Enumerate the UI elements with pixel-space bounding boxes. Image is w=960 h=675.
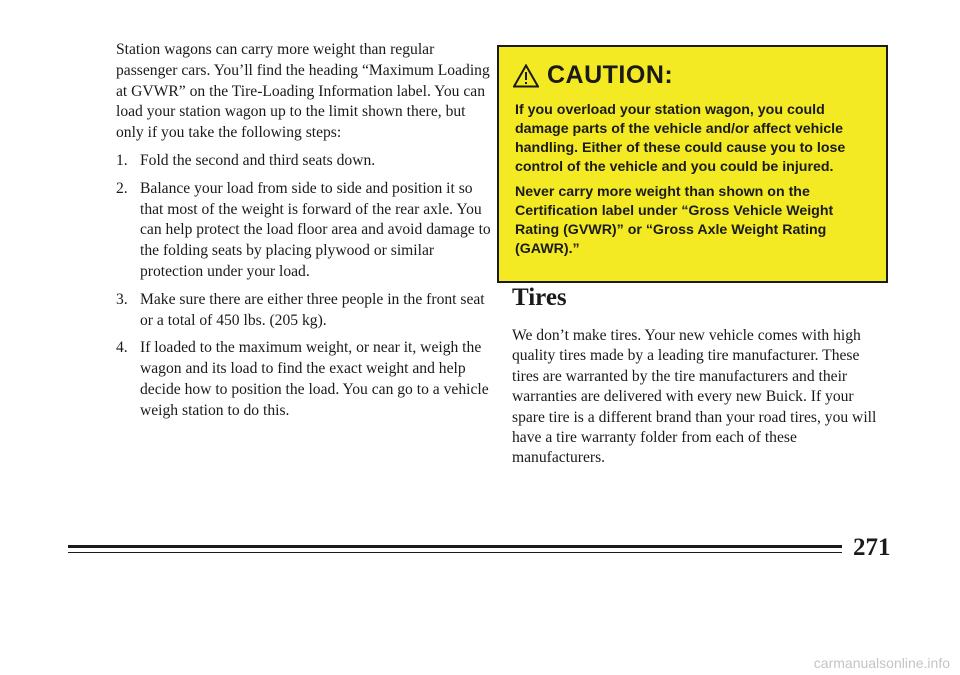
step-number: 4. [116, 339, 128, 357]
page-number: 271 [853, 534, 891, 561]
steps-list [116, 151, 492, 422]
step-text: Balance your load from side to side and position it so that most of the weight is forward of the rear axle. You can help protect the load floor area and avoid damage to the folding seats by placing plywood or similar protection under your load. [140, 179, 491, 280]
tires-heading: Tires [512, 284, 567, 311]
step-number: 3. [116, 290, 128, 308]
step-text: If loaded to the maximum weight, or near it, weigh the wagon and its load to find the exact weight and help decide how to position the load. You can go to a vehicle weigh station to do this. [140, 339, 489, 419]
watermark: carmanualsonline.info [813, 655, 950, 671]
caution-text [515, 101, 880, 265]
footer-rule [68, 545, 842, 548]
step-text: Make sure there are either three people in the front seat or a total of 450 lbs. (205 kg). [140, 290, 485, 329]
list-item [116, 338, 492, 421]
caution-heading [513, 61, 673, 90]
warning-triangle-icon [513, 64, 539, 88]
left-column [116, 40, 492, 429]
tires-paragraph: We don’t make tires. Your new vehicle comes with high quality tires made by a leading tire manufacturer. These tires are warranted by the tire manufacturers and their warranties are delivered with every new Buick. If your spare tire is a different brand than your road tires, you will have a tire warranty folder from each of these manufacturers. [512, 327, 877, 467]
caution-paragraph: Never carry more weight than shown on the Certification label under “Gross Vehicle Weight Rating (GVWR)” or “Gross Axle Weight Rating (GAWR).” [515, 184, 834, 257]
step-text: Fold the second and third seats down. [140, 151, 376, 169]
step-number: 2. [116, 179, 128, 197]
list-item [116, 290, 492, 332]
caution-box [497, 45, 888, 283]
intro-paragraph: Station wagons can carry more weight than regular passenger cars. You’ll find the heading “Maximum Loading at GVWR” on the Tire-Loading Information label. You can load your station wagon up to the limit shown there, but only if you take the following steps: [116, 41, 490, 142]
caution-title: CAUTION: [547, 61, 674, 89]
footer-rule-thin [68, 552, 842, 553]
caution-paragraph: If you overload your station wagon, you could damage parts of the vehicle and/or affect vehicle handling. Either of these could cause you to lose control of the vehicle and you could be injured. [515, 102, 846, 175]
list-item [116, 179, 492, 283]
step-number: 1. [116, 151, 128, 169]
list-item [116, 151, 492, 172]
